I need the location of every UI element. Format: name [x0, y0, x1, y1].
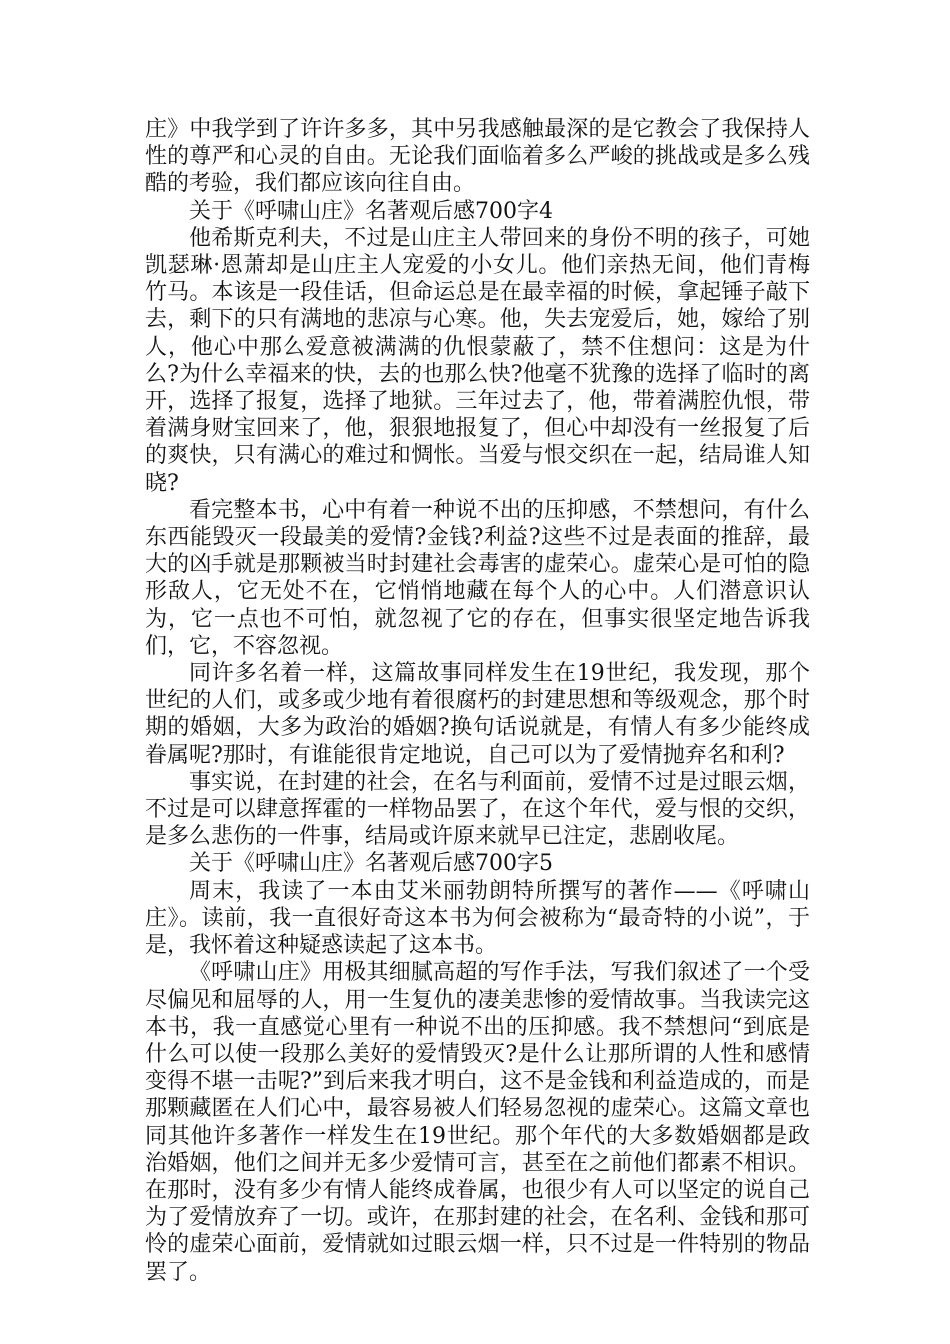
- section-heading-5: 关于《呼啸山庄》名著观后感700字5: [189, 851, 553, 877]
- paragraph: 周末，我读了一本由艾米丽勃朗特所撰写的著作——《呼啸山庄》。读前，我一直很好奇这本书为何会被称为“最奇特的小说”，于是，我怀着这种疑惑读起了这本书。: [145, 878, 810, 959]
- document-page: [145, 116, 810, 1286]
- paragraph: 同许多名着一样，这篇故事同样发生在19世纪，我发现，那个世纪的人们，或多或少地有着很腐朽的封建思想和等级观念，那个时期的婚姻，大多为政治的婚姻?换句话说就是，有情人有多少能终成眷属呢?那时，有谁能很肯定地说，自己可以为了爱情抛弃名和利?: [145, 661, 810, 768]
- section-heading-4: 关于《呼啸山庄》名著观后感700字4: [189, 198, 553, 224]
- paragraph: 看完整本书，心中有着一种说不出的压抑感，不禁想问，有什么东西能毁灭一段最美的爱情?金钱?利益?这些不过是表面的推辞，最大的凶手就是那颗被当时封建社会毒害的虚荣心。虚荣心是可怕的隐形敌人，它无处不在，它悄悄地藏在每个人的心中。人们潜意识认为，它一点也不可怕，就忽视了它的存在，但事实很坚定地告诉我们，它，不容忽视。: [145, 497, 810, 659]
- paragraph: 《呼啸山庄》用极其细腻高超的写作手法，写我们叙述了一个受尽偏见和屈辱的人，用一生复仇的凄美悲惨的爱情故事。当我读完这本书，我一直感觉心里有一种说不出的压抑感。我不禁想问“到底是什么可以使一段那么美好的爱情毁灭?是什么让那所谓的人性和感情变得不堪一击呢?”到后来我才明白，这不是金钱和利益造成的，而是那颗藏匿在人们心中，最容易被人们轻易忽视的虚荣心。这篇文章也同其他许多著作一样发生在19世纪。那个年代的大多数婚姻都是政治婚姻，他们之间并无多少爱情可言，甚至在之前他们都素不相识。在那时，没有多少有情人能终成眷属，也很少有人可以坚定的说自己为了爱情放弃了一切。或许，在那封建的社会，在名利、金钱和那可怜的虚荣心面前，爱情就如过眼云烟一样，只不过是一件特别的物品罢了。: [145, 960, 810, 1285]
- paragraph-continuation: 庄》中我学到了许许多多，其中另我感触最深的是它教会了我保持人性的尊严和心灵的自由。无论我们面临着多么严峻的挑战或是多么残酷的考验，我们都应该向往自由。: [145, 117, 810, 197]
- paragraph: 事实说，在封建的社会，在名与利面前，爱情不过是过眼云烟，不过是可以肆意挥霍的一样物品罢了，在这个年代，爱与恨的交织，是多么悲伤的一件事，结局或许原来就早已注定，悲剧收尾。: [145, 769, 810, 850]
- paragraph: 他希斯克利夫，不过是山庄主人带回来的身份不明的孩子，可她凯瑟琳·恩萧却是山庄主人宠爱的小女儿。他们亲热无间，他们青梅竹马。本该是一段佳话，但命运总是在最幸福的时候，拿起锤子敲下去，剩下的只有满地的悲凉与心寒。他，失去宠爱后，她，嫁给了别人，他心中那么爱意被满满的仇恨蒙蔽了，禁不住想问：这是为什么?为什么幸福来的快，去的也那么快?他毫不犹豫的选择了临时的离开，选择了报复，选择了地狱。三年过去了，他，带着满腔仇恨，带着满身财宝回来了，他，狠狠地报复了，但心中却没有一丝报复了后的爽快，只有满心的难过和惆怅。当爱与恨交织在一起，结局谁人知晓?: [145, 225, 810, 496]
